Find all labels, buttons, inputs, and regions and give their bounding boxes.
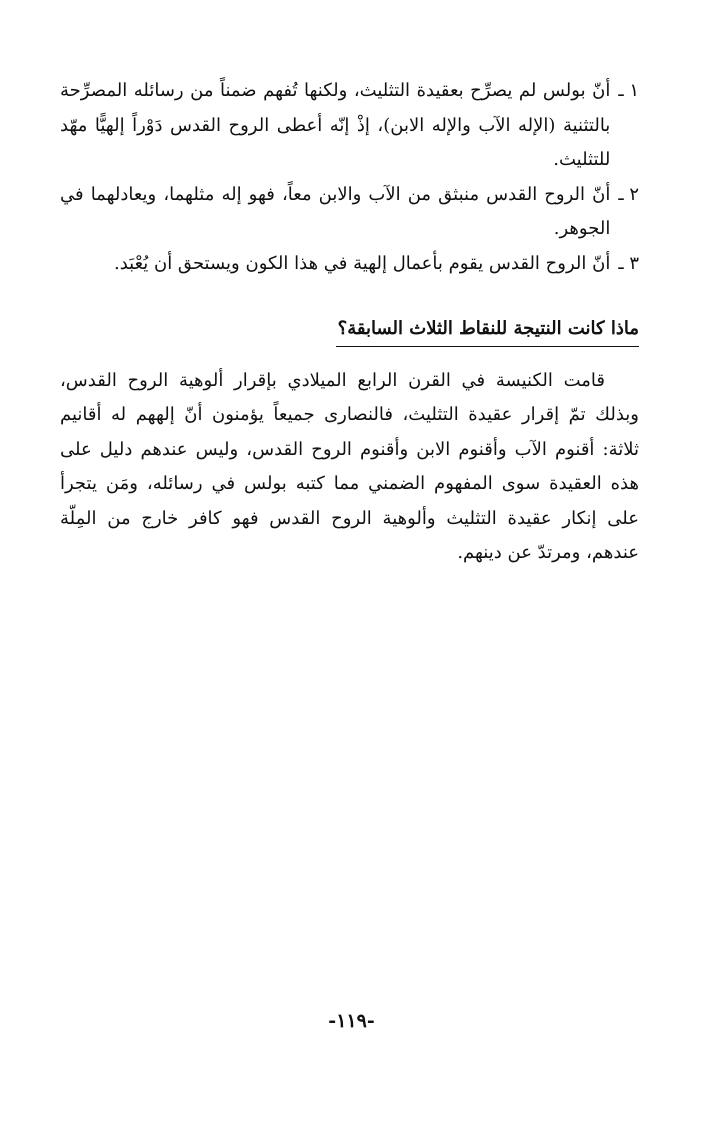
section-paragraph: قامت الكنيسة في القرن الرابع الميلادي بإقرار ألوهية الروح القدس، وبذلك تمّ إقرار عقيدة التثليث، فالنصارى جميعاً يؤمنون أنّ إلههم له أقانيم ثلاثة: أقنوم الآب وأقنوم الابن وأقنوم الروح القدس، وليس عندهم دليل على هذه العقيدة سوى المفهوم الضمني مما كتبه بولس في رسائله، ومَن يتجرأ على إنكار عقيدة التثليث وألوهية الروح القدس فهو كافر خارج من المِلّة عندهم، ومرتدّ عن دينهم. <box>60 369 639 564</box>
list-item <box>60 178 639 247</box>
list-item-marker: ١ ـ <box>618 80 639 101</box>
section-heading-wrapper <box>60 281 639 362</box>
list-item <box>60 247 639 282</box>
list-item-marker: ٣ ـ <box>618 252 639 274</box>
list-item-text: أنّ الروح القدس منبثق من الآب والابن معاً، فهو إله مثلهما، ويعادلهما في الجوهر. <box>60 183 611 239</box>
list-item-marker: ٢ ـ <box>618 183 639 205</box>
list-item <box>60 74 639 178</box>
page-number: -١١٩- <box>328 1010 375 1032</box>
numbered-list <box>60 74 639 281</box>
list-item-text: أنّ بولس لم يصرِّح بعقيدة التثليث، ولكنها تُفهم ضمناً من رسائله المصرِّحة بالتثنية (الإله الآب والإله الابن)، إذْ إنّه أعطى الروح القدس دَوْراً إلهيًّا مهّد للتثليث. <box>60 80 611 170</box>
list-item-text: أنّ الروح القدس يقوم بأعمال إلهية في هذا الكون ويستحق أن يُعْبَد. <box>113 252 611 274</box>
body-text <box>60 74 639 571</box>
section-heading: ماذا كانت النتيجة للنقاط الثلاث السابقة؟ <box>336 314 639 347</box>
